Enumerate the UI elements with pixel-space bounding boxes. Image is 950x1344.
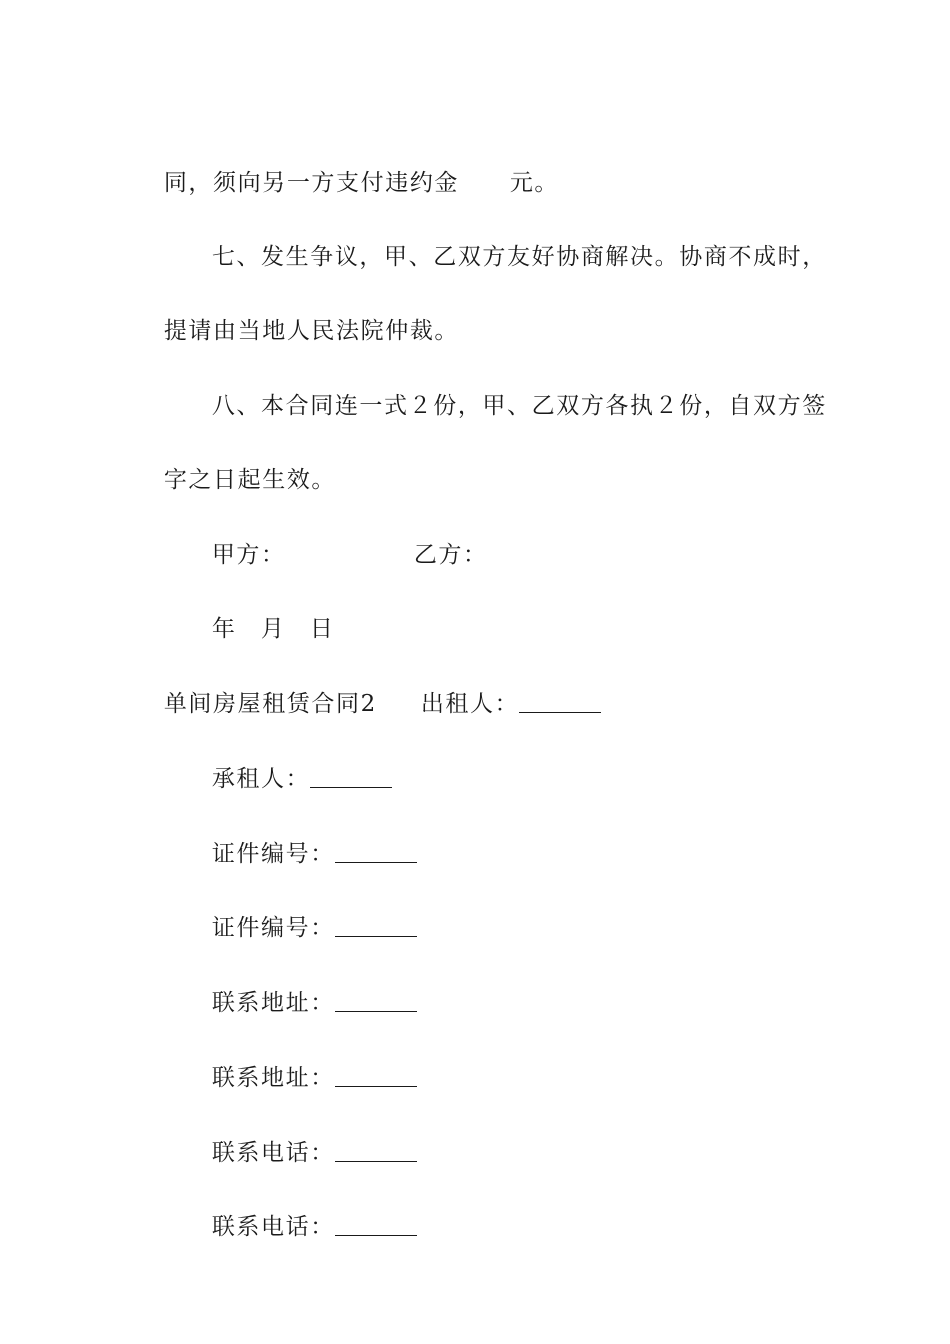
clause-eight-line (194, 361, 827, 421)
phone-label: 联系电话： (211, 1140, 335, 1166)
address-blank (335, 1066, 417, 1087)
phone-blank (335, 1215, 417, 1236)
address-label: 联系地址： (211, 1065, 335, 1091)
lessor-row (403, 659, 601, 719)
lessee-row (194, 734, 392, 794)
penalty-clause-end: 元。 (509, 170, 560, 196)
penalty-clause-text: 同，须向另一方支付违约金 (163, 170, 460, 196)
phone-label: 联系电话： (211, 1214, 335, 1240)
phone-blank (335, 1141, 417, 1162)
party-a-label: 甲方： (211, 542, 286, 568)
clause-eight-text: 八、本合同连一式２份，甲、乙双方各执２份，自双方签 (211, 393, 827, 419)
clause-seven-line (194, 212, 827, 272)
date-row (194, 584, 236, 644)
lessor-blank (519, 692, 601, 713)
id-number-row (194, 883, 417, 943)
clause-eight-continuation (146, 435, 336, 495)
date-row (292, 584, 334, 644)
lessee-label: 承租人： (211, 766, 311, 792)
clause-seven-end: 提请由当地人民法院仲裁。 (163, 318, 460, 344)
lessor-label: 出租人： (420, 691, 520, 717)
id-number-blank (335, 842, 417, 863)
paragraph-line (146, 138, 459, 198)
clause-eight-end: 字之日起生效。 (163, 467, 337, 493)
address-blank (335, 991, 417, 1012)
date-row (243, 584, 285, 644)
date-year: 年 (211, 616, 237, 642)
id-number-row (194, 809, 417, 869)
id-number-blank (335, 916, 417, 937)
date-day: 日 (309, 616, 335, 642)
id-number-label: 证件编号： (211, 841, 335, 867)
lessee-blank (310, 767, 392, 788)
signature-row (194, 510, 286, 570)
address-label: 联系地址： (211, 990, 335, 1016)
clause-seven-continuation (146, 286, 459, 346)
phone-row (194, 1108, 417, 1168)
date-month: 月 (260, 616, 286, 642)
party-b-label: 乙方： (413, 542, 488, 568)
phone-row (194, 1182, 417, 1242)
signature-row (396, 510, 488, 570)
address-row (194, 1033, 417, 1093)
paragraph-line (492, 138, 559, 198)
contract-title: 单间房屋租赁合同2 (163, 691, 377, 717)
contract-title-row (146, 659, 377, 719)
clause-seven-text: 七、发生争议，甲、乙双方友好协商解决。协商不成时， (211, 244, 827, 270)
address-row (194, 958, 417, 1018)
id-number-label: 证件编号： (211, 915, 335, 941)
